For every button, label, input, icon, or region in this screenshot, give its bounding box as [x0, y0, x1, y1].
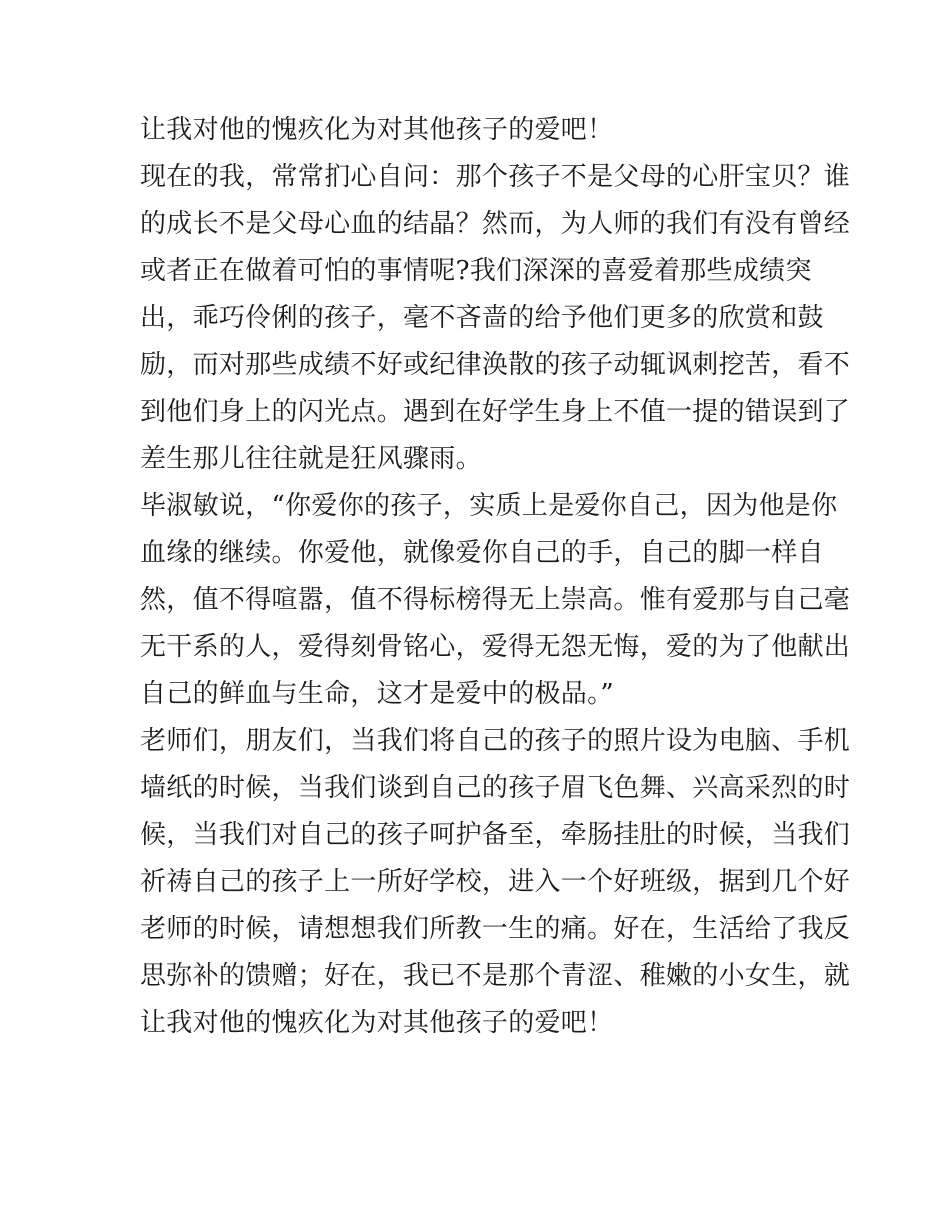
text-line: 差生那儿往往就是狂风骤雨。 — [140, 444, 482, 474]
text-line: 励，而对那些成绩不好或纪律涣散的孩子动辄讽刺挖苦，看不 — [140, 350, 851, 380]
text-line: 自己的鲜血与生命，这才是爱中的极品。” — [140, 679, 614, 709]
text-line: 或者正在做着可怕的事情呢?我们深深的喜爱着那些成绩突 — [140, 256, 812, 286]
text-line: 让我对他的愧疚化为对其他孩子的爱吧！ — [140, 1008, 614, 1038]
text-line: 无干系的人，爱得刻骨铭心，爱得无怨无悔，爱的为了他献出 — [140, 632, 851, 662]
text-line: 老师的时候，请想想我们所教一生的痛。好在，生活给了我反 — [140, 914, 851, 944]
text-line: 到他们身上的闪光点。遇到在好学生身上不值一提的错误到了 — [140, 397, 851, 427]
text-line: 血缘的继续。你爱他，就像爱你自己的手，自己的脚一样自 — [140, 538, 824, 568]
text-line: 老师们，朋友们，当我们将自己的孩子的照片设为电脑、手机 — [140, 726, 851, 756]
text-line: 祈祷自己的孩子上一所好学校，进入一个好班级，据到几个好 — [140, 867, 851, 897]
text-line: 思弥补的馈赠；好在，我已不是那个青涩、稚嫩的小女生，就 — [140, 961, 851, 991]
text-line: 候，当我们对自己的孩子呵护备至，牵肠挂肚的时候，当我们 — [140, 820, 851, 850]
text-line: 然，值不得喧嚣，值不得标榜得无上崇高。惟有爱那与自己毫 — [140, 585, 851, 615]
text-line: 现在的我，常常扪心自问：那个孩子不是父母的心肝宝贝？谁 — [140, 162, 851, 192]
text-line: 让我对他的愧疚化为对其他孩子的爱吧！ — [140, 115, 614, 145]
text-line: 的成长不是父母心血的结晶？然而，为人师的我们有没有曾经 — [140, 209, 851, 239]
document-body — [140, 107, 851, 1047]
text-line: 出，乖巧伶俐的孩子，毫不吝啬的给予他们更多的欣赏和鼓 — [140, 303, 824, 333]
text-line: 墙纸的时候，当我们谈到自己的孩子眉飞色舞、兴高采烈的时 — [140, 773, 851, 803]
text-line: 毕淑敏说，“你爱你的孩子，实质上是爱你自己，因为他是你 — [140, 491, 838, 521]
